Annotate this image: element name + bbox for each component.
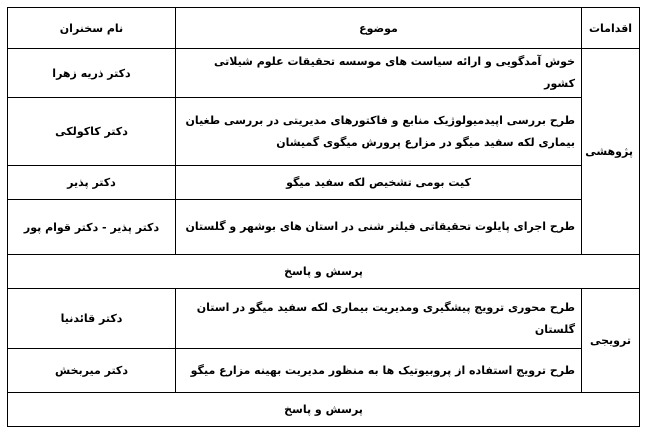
table-row <box>8 49 640 98</box>
qa-cell: پرسش و پاسخ <box>8 393 640 427</box>
qa-row <box>8 393 640 427</box>
section-extension-label: ترویجی <box>582 289 640 393</box>
topic-cell: طرح محوری ترویج پیشگیری ومدیریت بیماری لکه سفید میگو در استان گلستان <box>176 289 582 349</box>
topic-cell: طرح اجرای پایلوت تحقیقاتی فیلتر شنی در استان های بوشهر و گلستان <box>176 200 582 255</box>
speaker-cell: دکتر ذریه زهرا <box>8 49 176 98</box>
speaker-cell: دکتر میربخش <box>8 349 176 393</box>
table-row <box>8 98 640 166</box>
header-row <box>8 8 640 49</box>
qa-cell: پرسش و پاسخ <box>8 255 640 289</box>
topic-cell: خوش آمدگویی و ارائه سیاست های موسسه تحقیقات علوم شیلاتی کشور <box>176 49 582 98</box>
header-actions: اقدامات <box>582 8 640 49</box>
speaker-cell: دکتر پذیر <box>8 166 176 200</box>
topic-cell: کیت بومی تشخیص لکه سفید میگو <box>176 166 582 200</box>
table-row <box>8 200 640 255</box>
speaker-cell: دکتر کاکولکی <box>8 98 176 166</box>
section-research-label: پژوهشی <box>582 49 640 255</box>
topic-cell: طرح بررسی اپیدمیولوژیک منابع و فاکتورهای مدیریتی در بررسی طغیان بیماری لکه سفید میگو در مزارع پرورش میگوی گمیشان <box>176 98 582 166</box>
speaker-cell: دکتر قائدنیا <box>8 289 176 349</box>
table-row <box>8 289 640 349</box>
table-row <box>8 166 640 200</box>
table-row <box>8 349 640 393</box>
program-table <box>7 7 640 427</box>
topic-cell: طرح ترویج استفاده از پروبیوتیک ها به منظور مدیریت بهینه مزارع میگو <box>176 349 582 393</box>
qa-row <box>8 255 640 289</box>
speaker-cell: دکتر پذیر - دکتر قوام پور <box>8 200 176 255</box>
header-speaker: نام سخنران <box>8 8 176 49</box>
header-topic: موضوع <box>176 8 582 49</box>
